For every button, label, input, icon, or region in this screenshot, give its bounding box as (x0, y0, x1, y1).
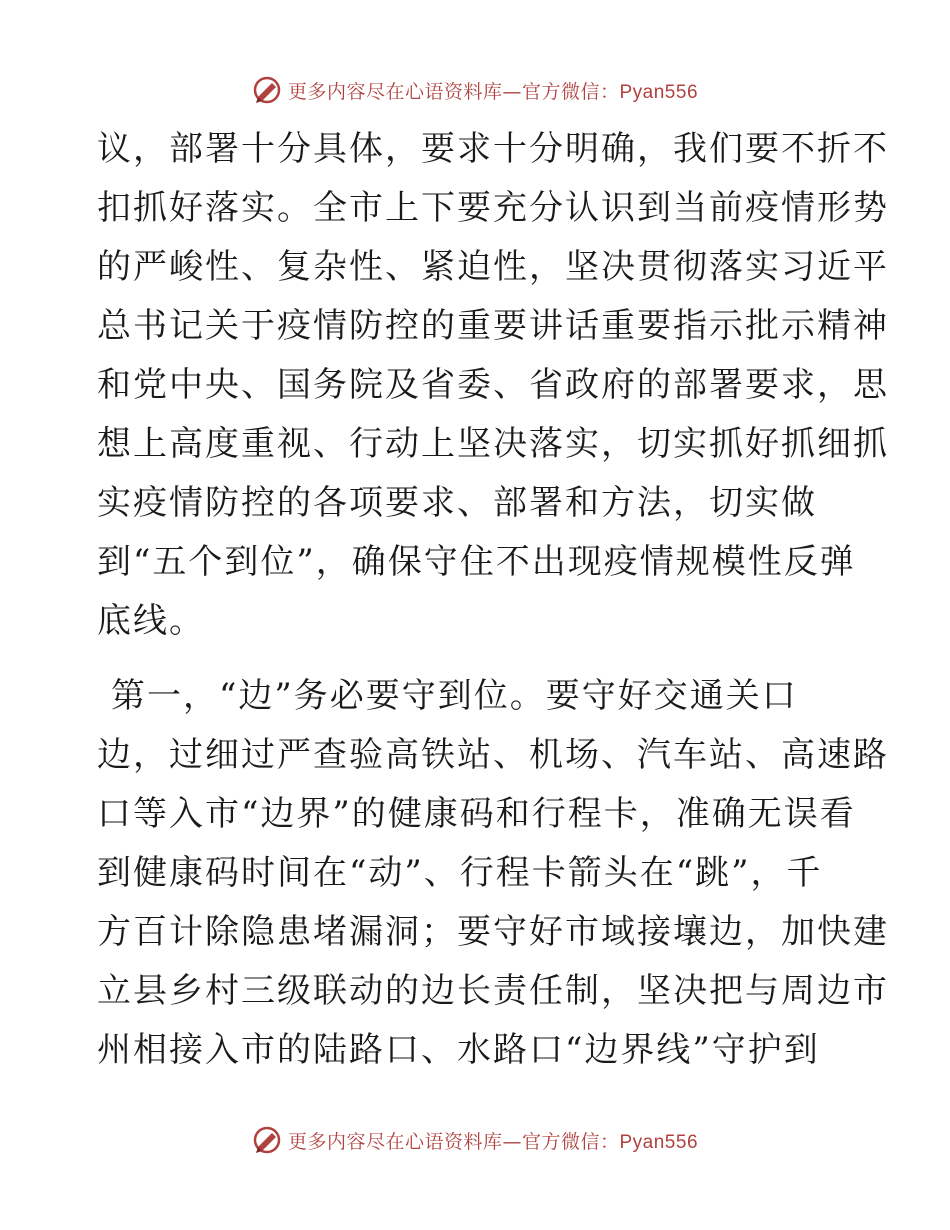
header-banner-label: 更多内容尽在心语资料库—官方微信：Pyan556 (287, 80, 699, 103)
text-line: 想上高度重视、行动上坚决落实，切实抓好抓细抓 (97, 424, 889, 464)
text-line: 方百计除隐患堵漏洞；要守好市域接壤边，加快建 (97, 912, 889, 952)
text-line: 议，部署十分具体，要求十分明确，我们要不折不 (97, 129, 889, 169)
text-line: 扣抓好落实。全市上下要充分认识到当前疫情形势 (97, 188, 889, 228)
text-line: 总书记关于疫情防控的重要讲话重要指示批示精神 (97, 306, 889, 346)
text-line: 到健康码时间在“动”、行程卡箭头在“跳”，千 (97, 853, 823, 893)
text-line: 实疫情防控的各项要求、部署和方法，切实做 (97, 483, 817, 523)
text-line: 立县乡村三级联动的边长责任制，坚决把与周边市 (97, 971, 889, 1011)
pen-logo-icon (252, 75, 282, 105)
text-line: 的严峻性、复杂性、紧迫性，坚决贯彻落实习近平 (97, 247, 889, 287)
text-line: 口等入市“边界”的健康码和行程卡，准确无误看 (97, 794, 856, 834)
footer-banner (0, 1120, 950, 1160)
text-line: 到“五个到位”，确保守住不出现疫情规模性反弹 (97, 542, 856, 582)
text-line: 边，过细过严查验高铁站、机场、汽车站、高速路 (97, 735, 889, 775)
text-line: 第一，“边”务必要守到位。要守好交通关口 (111, 676, 798, 716)
text-line: 州相接入市的陆路口、水路口“边界线”守护到 (97, 1030, 820, 1070)
text-line: 和党中央、国务院及省委、省政府的部署要求，思 (97, 365, 889, 405)
footer-banner-label: 更多内容尽在心语资料库—官方微信：Pyan556 (287, 1130, 699, 1153)
pen-logo-icon (252, 1125, 282, 1155)
paragraph-2 (97, 667, 889, 1080)
paragraph-1 (97, 120, 889, 651)
header-banner (0, 70, 950, 110)
text-line: 底线。 (97, 601, 205, 641)
document-body (97, 120, 889, 1080)
